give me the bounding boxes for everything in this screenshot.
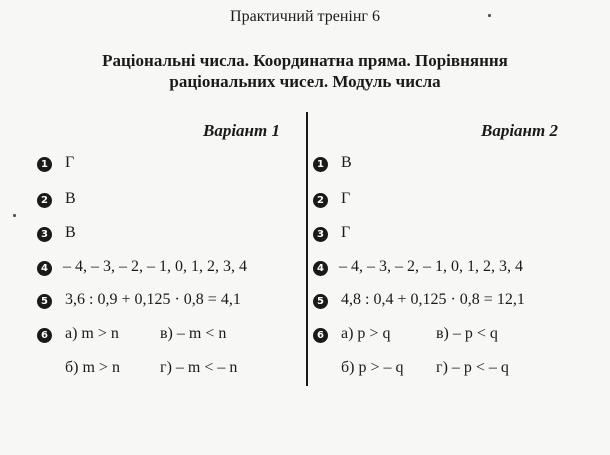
v1-answer-6g: г) – m < – n: [160, 359, 238, 376]
v2-answer-4: – 4, – 3, – 2, – 1, 0, 1, 2, 3, 4: [339, 258, 523, 275]
page-title: [30, 50, 580, 92]
v1-question-2-marker: 2: [37, 193, 52, 208]
variant-1-title: Варіант 1: [203, 121, 280, 140]
v2-question-2-marker: 2: [313, 193, 328, 208]
v2-answer-6g: г) – p < – q: [436, 359, 509, 376]
v1-answer-5: 3,6 : 0,9 + 0,125 · 0,8 = 4,1: [65, 291, 241, 308]
v1-answer-1: Г: [65, 154, 75, 171]
v2-answer-6b: б) p > – q: [341, 359, 404, 376]
v1-answer-6v: в) – m < n: [160, 325, 227, 342]
v2-question-6-marker: 6: [313, 328, 328, 343]
v1-answer-4: – 4, – 3, – 2, – 1, 0, 1, 2, 3, 4: [63, 258, 247, 275]
scan-speck: [488, 14, 491, 17]
v1-question-4-marker: 4: [37, 261, 52, 276]
v2-answer-5: 4,8 : 0,4 + 0,125 · 0,8 = 12,1: [341, 291, 525, 308]
v2-answer-6a: а) p > q: [341, 325, 391, 342]
v2-answer-2: Г: [341, 190, 351, 207]
v2-question-4-marker: 4: [313, 261, 328, 276]
v2-question-5-marker: 5: [313, 294, 328, 309]
v1-answer-2: В: [65, 190, 76, 207]
v1-question-5-marker: 5: [37, 294, 52, 309]
v1-question-6-marker: 6: [37, 328, 52, 343]
v2-answer-3: Г: [341, 224, 351, 241]
v2-answer-6v: в) – p < q: [436, 325, 498, 342]
v1-question-3-marker: 3: [37, 227, 52, 242]
scan-speck: [13, 214, 16, 217]
v2-answer-1: В: [341, 154, 352, 171]
column-divider: [306, 112, 308, 386]
v1-answer-6b: б) m > n: [65, 359, 120, 376]
v1-answer-3: В: [65, 224, 76, 241]
v2-question-3-marker: 3: [313, 227, 328, 242]
v2-question-1-marker: 1: [313, 157, 328, 172]
v1-answer-6a: а) m > n: [65, 325, 119, 342]
v1-question-1-marker: 1: [37, 157, 52, 172]
page-header: Практичний тренінг 6: [230, 8, 380, 25]
variant-2-title: Варіант 2: [481, 121, 558, 140]
title-line-1: Раціональні числа. Координатна пряма. Порівняння: [102, 51, 508, 70]
title-line-2: раціональних чисел. Модуль числа: [169, 72, 441, 91]
